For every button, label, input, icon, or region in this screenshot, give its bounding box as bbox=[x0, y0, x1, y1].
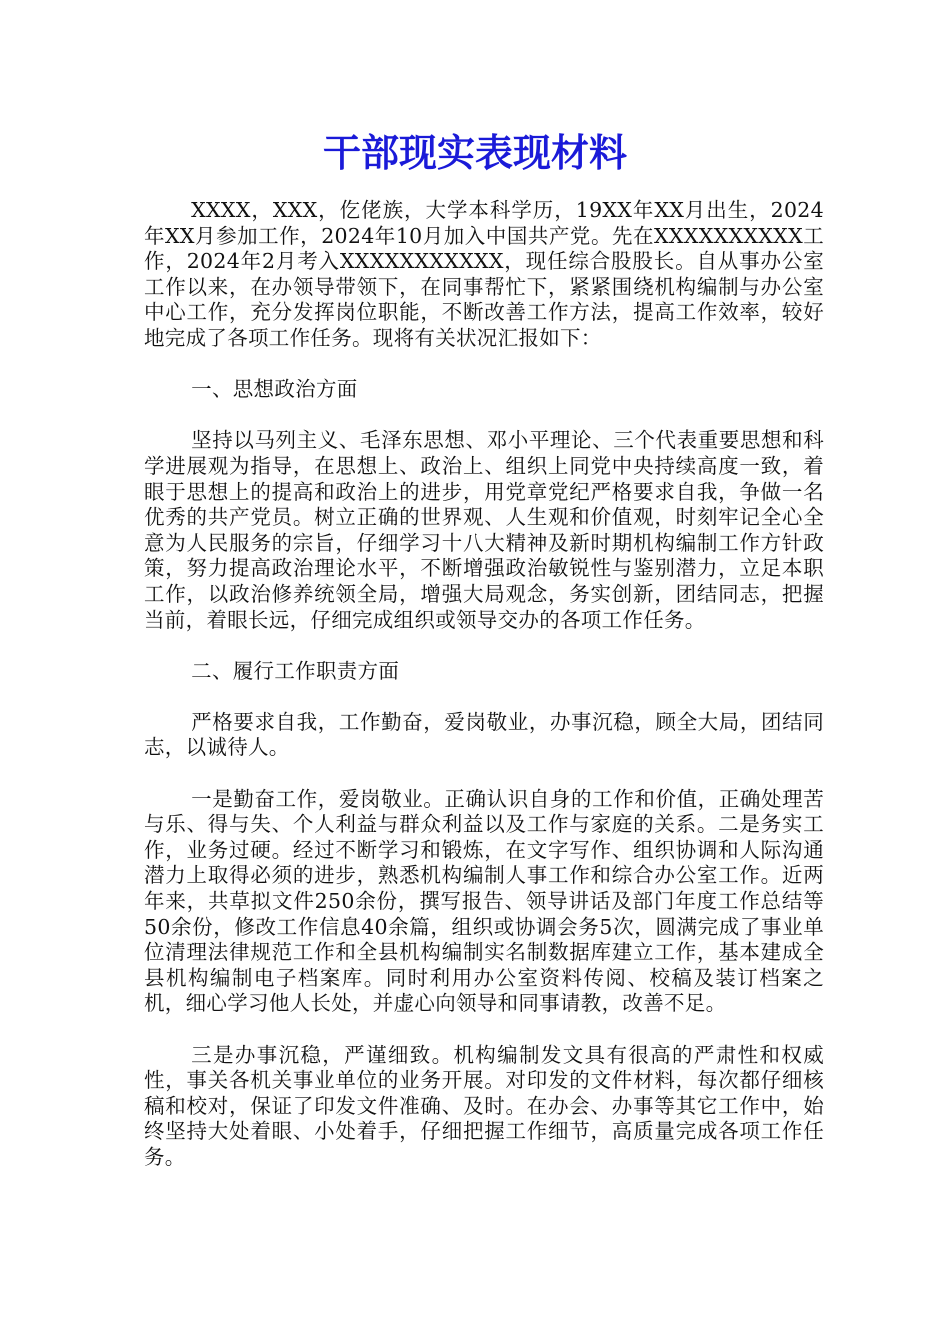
document-body bbox=[144, 198, 824, 1196]
section-heading-ideology: 一、思想政治方面 bbox=[191, 377, 358, 402]
duties-paragraph-1: 严格要求自我，工作勤奋，爱岗敬业，办事沉稳，顾全大局，团结同志，以诚待人。 bbox=[144, 709, 824, 760]
duties-paragraph-2: 一是勤奋工作，爱岗敬业。正确认识自身的工作和价值，正确处理苦与乐、得与失、个人利益与群众利益以及工作与家庭的关系。二是务实工作，业务过硬。经过不断学习和锻炼，在文字写作、组织协调和人际沟通潜力上取得必须的进步，熟悉机构编制人事工作和综合办公室工作。近两年来，共草拟文件250余份，撰写报告、领导讲话及部门年度工作总结等50余份，修改工作信息40余篇，组织或协调会务5次，圆满完成了事业单位清理法律规范工作和全县机构编制实名制数据库建立工作，基本建成全县机构编制电子档案库。同时利用办公室资料传阅、校稿及装订档案之机，细心学习他人长处，并虚心向领导和同事请教，改善不足。 bbox=[144, 786, 824, 1016]
document-title: 干部现实表现材料 bbox=[322, 130, 627, 175]
ideology-paragraph: 坚持以马列主义、毛泽东思想、邓小平理论、三个代表重要思想和科学进展观为指导，在思想上、政治上、组织上同党中央持续高度一致，着眼于思想上的提高和政治上的进步，用党章党纪严格要求自我，争做一名优秀的共产党员。树立正确的世界观、人生观和价值观，时刻牢记全心全意为人民服务的宗旨，仔细学习十八大精神及新时期机构编制工作方针政策，努力提高政治理论水平，不断增强政治敏锐性与鉴别潜力，立足本职工作，以政治修养统领全局，增强大局观念，务实创新，团结同志，把握当前，着眼长远，仔细完成组织或领导交办的各项工作任务。 bbox=[144, 428, 824, 632]
section-heading-duties: 二、履行工作职责方面 bbox=[191, 658, 400, 683]
intro-paragraph: XXXX，XXX，仡佬族，大学本科学历，19XX年XX月出生，2024年XX月参加工作，2024年10月加入中国共产党。先在XXXXXXXXXX工作，2024年2月考入XXXXXXXXXXX，现任综合股股长。自从事办公室工作以来，在办领导带领下，在同事帮忙下，紧紧围绕机构编制与办公室中心工作，充分发挥岗位职能，不断改善工作方法，提高工作效率，较好地完成了各项工作任务。现将有关状况汇报如下： bbox=[144, 198, 824, 350]
duties-paragraph-3: 三是办事沉稳，严谨细致。机构编制发文具有很高的严肃性和权威性，事关各机关事业单位的业务开展。对印发的文件材料，每次都仔细核稿和校对，保证了印发文件准确、及时。在办会、办事等其它工作中，始终坚持大处着眼、小处着手，仔细把握工作细节，高质量完成各项工作任务。 bbox=[144, 1042, 824, 1169]
